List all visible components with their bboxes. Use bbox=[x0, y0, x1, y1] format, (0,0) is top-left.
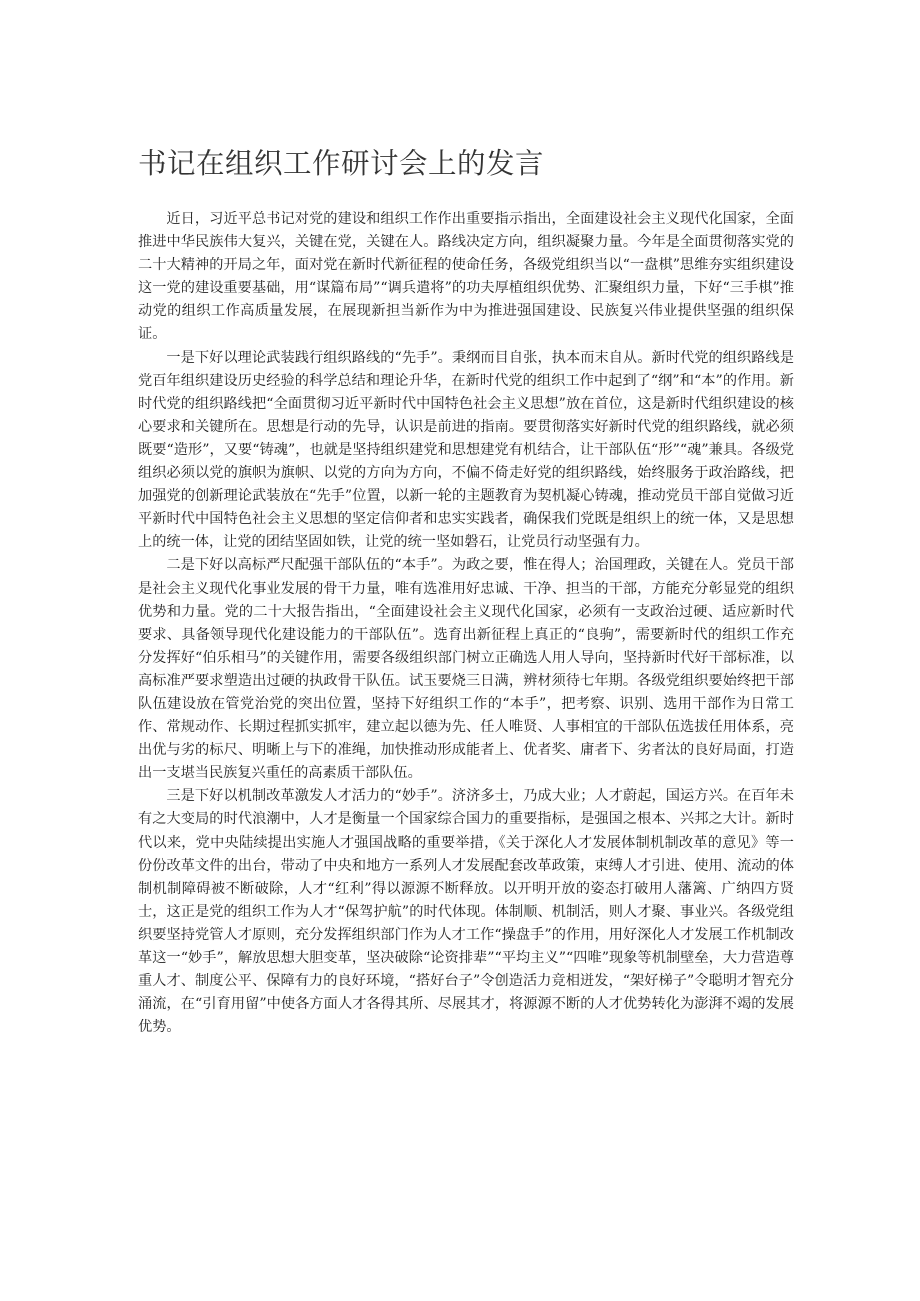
document-page bbox=[138, 0, 794, 1039]
document-body bbox=[138, 208, 794, 1039]
paragraph-point-three: 三是下好以机制改革激发人才活力的“妙手”。济济多士，乃成大业；人才蔚起，国运方兴。在百年未有之大变局的时代浪潮中，人才是衡量一个国家综合国力的重要指标，是强国之根本、兴邦之大计。新时代以来，党中央陆续提出实施人才强国战略的重要举措，《关于深化人才发展体制机制改革的意见》等一份份改革文件的出台，带动了中央和地方一系列人才发展配套改革政策，束缚人才引进、使用、流动的体制机制障碍被不断破除，人才“红利”得以源源不断释放。以开明开放的姿态打破用人藩篱、广纳四方贤士，这正是党的组织工作为人才“保驾护航”的时代体现。体制顺、机制活，则人才聚、事业兴。各级党组织要坚持党管人才原则，充分发挥组织部门作为人才工作“操盘手”的作用，用好深化人才发展工作机制改革这一“妙手”，解放思想大胆变革，坚决破除“论资排辈”“平均主义”“四唯”现象等机制壁垒，大力营造尊重人才、制度公平、保障有力的良好环境，“搭好台子”令创造活力竞相迸发，“架好梯子”令聪明才智充分涌流，在“引育用留”中使各方面人才各得其所、尽展其才，将源源不断的人才优势转化为澎湃不竭的发展优势。 bbox=[138, 788, 794, 1036]
paragraph-point-one: 一是下好以理论武装践行组织路线的“先手”。秉纲而目自张，执本而末自从。新时代党的组织路线是党百年组织建设历史经验的科学总结和理论升华，在新时代党的组织工作中起到了“纲”和“本”的作用。新时代党的组织路线把“全面贯彻习近平新时代中国特色社会主义思想”放在首位，这是新时代组织建设的核心要求和关键所在。思想是行动的先导，认识是前进的指南。要贯彻落实好新时代党的组织路线，就必须既要“造形”，又要“铸魂”，也就是坚持组织建党和思想建党有机结合，让干部队伍“形”“魂”兼具。各级党组织必须以党的旗帜为旗帜、以党的方向为方向，不偏不倚走好党的组织路线，始终服务于政治路线，把加强党的创新理论武装放在“先手”位置，以新一轮的主题教育为契机凝心铸魂，推动党员干部自觉做习近平新时代中国特色社会主义思想的坚定信仰者和忠实实践者，确保我们党既是组织上的统一体，又是思想上的统一体，让党的团结坚固如铁，让党的统一坚如磐石，让党员行动坚强有力。 bbox=[138, 349, 794, 551]
document-title: 书记在组织工作研讨会上的发言 bbox=[138, 147, 545, 180]
paragraph-intro: 近日，习近平总书记对党的建设和组织工作作出重要指示指出，全面建设社会主义现代化国家，全面推进中华民族伟大复兴，关键在党，关键在人。路线决定方向，组织凝聚力量。今年是全面贯彻落实党的二十大精神的开局之年，面对党在新时代新征程的使命任务，各级党组织当以“一盘棋”思维夯实组织建设这一党的建设重要基础，用“谋篇布局”“调兵遣将”的功夫厚植组织优势、汇聚组织力量，下好“三手棋”推动党的组织工作高质量发展，在展现新担当新作为中为推进强国建设、民族复兴伟业提供坚强的组织保证。 bbox=[138, 211, 794, 343]
paragraph-point-two: 二是下好以高标严尺配强干部队伍的“本手”。为政之要，惟在得人；治国理政，关键在人。党员干部是社会主义现代化事业发展的骨干力量，唯有选准用好忠诚、干净、担当的干部，方能充分彰显党的组织优势和力量。党的二十大报告指出，“全面建设社会主义现代化国家，必须有一支政治过硬、适应新时代要求、具备领导现代化建设能力的干部队伍”。选育出新征程上真正的“良驹”，需要新时代的组织工作充分发挥好“伯乐相马”的关键作用，需要各级组织部门树立正确选人用人导向，坚持新时代好干部标准，以高标准严要求塑造出过硬的执政骨干队伍。试玉要烧三日满，辨材须待七年期。各级党组织要始终把干部队伍建设放在管党治党的突出位置，坚持下好组织工作的“本手”，把考察、识别、选用干部作为日常工作、常规动作、长期过程抓实抓牢，建立起以德为先、任人唯贤、人事相宜的干部队伍选拔任用体系，亮出优与劣的标尺、明晰上与下的准绳，加快推动形成能者上、优者奖、庸者下、劣者汰的良好局面，打造出一支堪当民族复兴重任的高素质干部队伍。 bbox=[138, 557, 794, 782]
